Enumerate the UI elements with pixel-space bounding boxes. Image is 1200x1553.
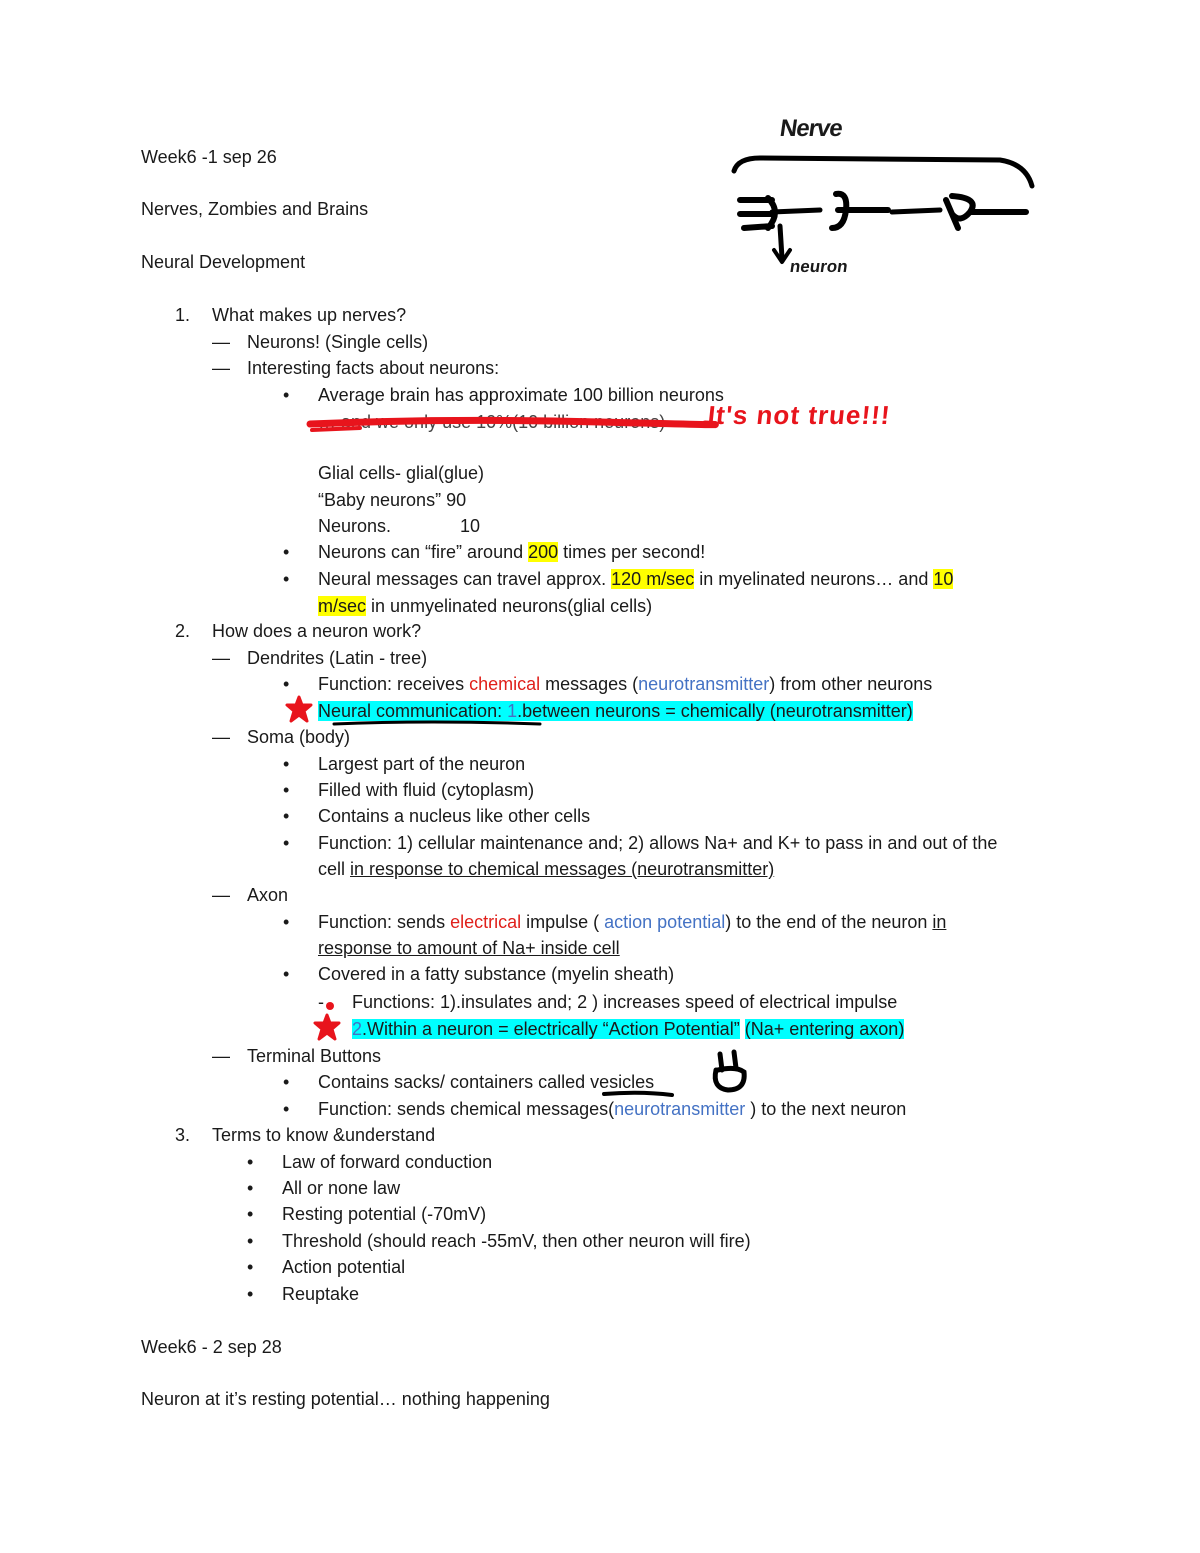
bullet-mark: • [283, 833, 290, 853]
q1-title: What makes up nerves? [212, 305, 407, 325]
dash-mark: — [212, 358, 230, 378]
text-run: messages ( [540, 674, 639, 694]
sketch-label-nerve: Nerve [778, 115, 844, 142]
term-item: All or none law [282, 1178, 401, 1198]
fact-fire-rate [318, 541, 705, 563]
bullet-mark: • [283, 964, 290, 984]
bullet-mark: • [283, 674, 290, 694]
term-item: Threshold (should reach -55mV, then other neuron will fire) [282, 1231, 751, 1251]
text-run: Function: sends chemical messages( [318, 1099, 615, 1119]
soma-fact-4: Function: 1) cellular maintenance and; 2) allows Na+ and K+ to pass in and out of the [318, 833, 998, 853]
bullet-mark: • [283, 780, 290, 800]
soma-fact-4-cont [318, 858, 774, 880]
struck-myth-text: … and we only use 10%(10 billion neurons) [318, 412, 666, 432]
highlight-cyan: .between neurons = chemically (neurotransmitter) [517, 701, 913, 721]
fact-message-speed [318, 568, 953, 590]
q1-number: 1. [175, 305, 191, 325]
baby-neurons-line: “Baby neurons” 90 [318, 490, 467, 510]
red-star-mark [284, 694, 314, 726]
topic-subtitle: Nerves, Zombies and Brains [141, 199, 369, 219]
axon-sub-dash: - [318, 992, 324, 1012]
red-dot-mark [324, 1000, 336, 1012]
q2-number: 2. [175, 621, 191, 641]
text-run: impulse ( [521, 912, 605, 932]
strike-through-line [300, 410, 720, 440]
soma-fact-1: Largest part of the neuron [318, 754, 526, 774]
bullet-mark: • [247, 1231, 254, 1251]
text-run: ) from other neurons [769, 674, 933, 694]
soma-fact-2: Filled with fluid (cytoplasm) [318, 780, 535, 800]
axon-function-cont [318, 937, 620, 959]
text-run: cell [318, 859, 351, 879]
q3-title: Terms to know &understand [212, 1125, 436, 1145]
text-run: times per second! [558, 542, 706, 562]
red-star-mark [312, 1012, 342, 1044]
bullet-mark: • [283, 1072, 290, 1092]
bullet-mark: • [283, 912, 290, 932]
sketch-label-neuron: neuron [788, 257, 850, 276]
fact-brain-neurons: Average brain has approximate 100 billion neurons [318, 385, 724, 405]
highlight-cyan: Neural communication: [318, 701, 508, 721]
axon-heading: Axon [247, 885, 289, 905]
red-text: chemical [469, 674, 541, 694]
terminal-buttons-heading: Terminal Buttons [247, 1046, 382, 1066]
neurons-count-value: 10 [460, 516, 481, 536]
bullet-mark: • [283, 754, 290, 774]
text-run: in myelinated neurons… and [694, 569, 934, 589]
dash-mark: — [212, 727, 230, 747]
text-run: in unmyelinated neurons(glial cells) [366, 596, 653, 616]
axon-myelin: Covered in a fatty substance (myelin sheath) [318, 964, 675, 984]
bullet-mark: • [283, 806, 290, 826]
dash-mark: — [212, 648, 230, 668]
neurons-count-label: Neurons. [318, 516, 392, 536]
bullet-mark: • [283, 385, 290, 405]
highlight-cyan: (Na+ entering axon) [744, 1019, 905, 1039]
week-heading-1: Week6 -1 sep 26 [141, 147, 277, 167]
text-run: ) to the end of the neuron [725, 912, 933, 932]
axon-function [318, 911, 946, 933]
text-run: Function: receives [318, 674, 470, 694]
q2-title: How does a neuron work? [212, 621, 422, 641]
bullet-mark: • [247, 1257, 254, 1277]
highlight-yellow: 120 m/sec [611, 569, 695, 589]
resting-potential-line: Neuron at it’s resting potential… nothing happening [141, 1389, 550, 1409]
underlined-text: response to amount of Na+ inside cell [318, 938, 620, 958]
week-heading-2: Week6 - 2 sep 28 [141, 1337, 282, 1357]
dash-mark: — [212, 332, 230, 352]
myth-note-handwritten: It's not true!!! [706, 400, 893, 430]
underlined-text: in response to chemical messages (neurotransmitter) [350, 859, 775, 879]
vesicles-word: vesicles [590, 1072, 655, 1092]
glial-cells-line: Glial cells- glial(glue) [318, 463, 485, 483]
highlight-yellow: 200 [528, 542, 559, 562]
fact-message-speed-cont [318, 595, 652, 617]
soma-fact-3: Contains a nucleus like other cells [318, 806, 591, 826]
highlight-yellow: 10 [933, 569, 954, 589]
soma-heading: Soma (body) [247, 727, 351, 747]
myelin-functions: Functions: 1).insulates and; 2 ) increases speed of electrical impulse [352, 992, 898, 1012]
underline-ink [330, 718, 550, 732]
text-run: ) to the next neuron [745, 1099, 907, 1119]
doodle-icon [706, 1048, 754, 1094]
term-item: Action potential [282, 1257, 406, 1277]
bullet-mark: • [247, 1284, 254, 1304]
section-title: Neural Development [141, 252, 306, 272]
highlight-cyan: 2 [352, 1019, 363, 1039]
text-run: Contains sacks/ containers called [318, 1072, 591, 1092]
blue-text: neurotransmitter [614, 1099, 746, 1119]
q1-dash-neurons: Neurons! (Single cells) [247, 332, 429, 352]
bullet-mark: • [247, 1152, 254, 1172]
blue-text: neurotransmitter [638, 674, 770, 694]
neural-communication-2 [352, 1018, 904, 1040]
bullet-mark: • [247, 1178, 254, 1198]
highlight-yellow: m/sec [318, 596, 367, 616]
bullet-mark: • [283, 569, 290, 589]
dash-mark: — [212, 885, 230, 905]
blue-text: action potential [604, 912, 726, 932]
underlined-text: in [932, 912, 947, 932]
term-item: Reuptake [282, 1284, 360, 1304]
red-text: electrical [450, 912, 522, 932]
dash-mark: — [212, 1046, 230, 1066]
highlight-cyan: 1 [507, 701, 518, 721]
text-run: Neurons can “fire” around [318, 542, 529, 562]
bullet-mark: • [247, 1204, 254, 1224]
term-item: Law of forward conduction [282, 1152, 493, 1172]
highlight-cyan: .Within a neuron = electrically “Action Potential” [362, 1019, 740, 1039]
nerve-sketch [720, 108, 1050, 288]
q3-number: 3. [175, 1125, 191, 1145]
q1-dash-facts: Interesting facts about neurons: [247, 358, 500, 378]
text-run: Neural messages can travel approx. [318, 569, 612, 589]
dendrites-function [318, 673, 932, 695]
text-run: Function: sends [318, 912, 451, 932]
dendrites-heading: Dendrites (Latin - tree) [247, 648, 428, 668]
terminal-function [318, 1098, 906, 1120]
bullet-mark: • [283, 542, 290, 562]
bullet-mark: • [283, 1099, 290, 1119]
term-item: Resting potential (-70mV) [282, 1204, 487, 1224]
